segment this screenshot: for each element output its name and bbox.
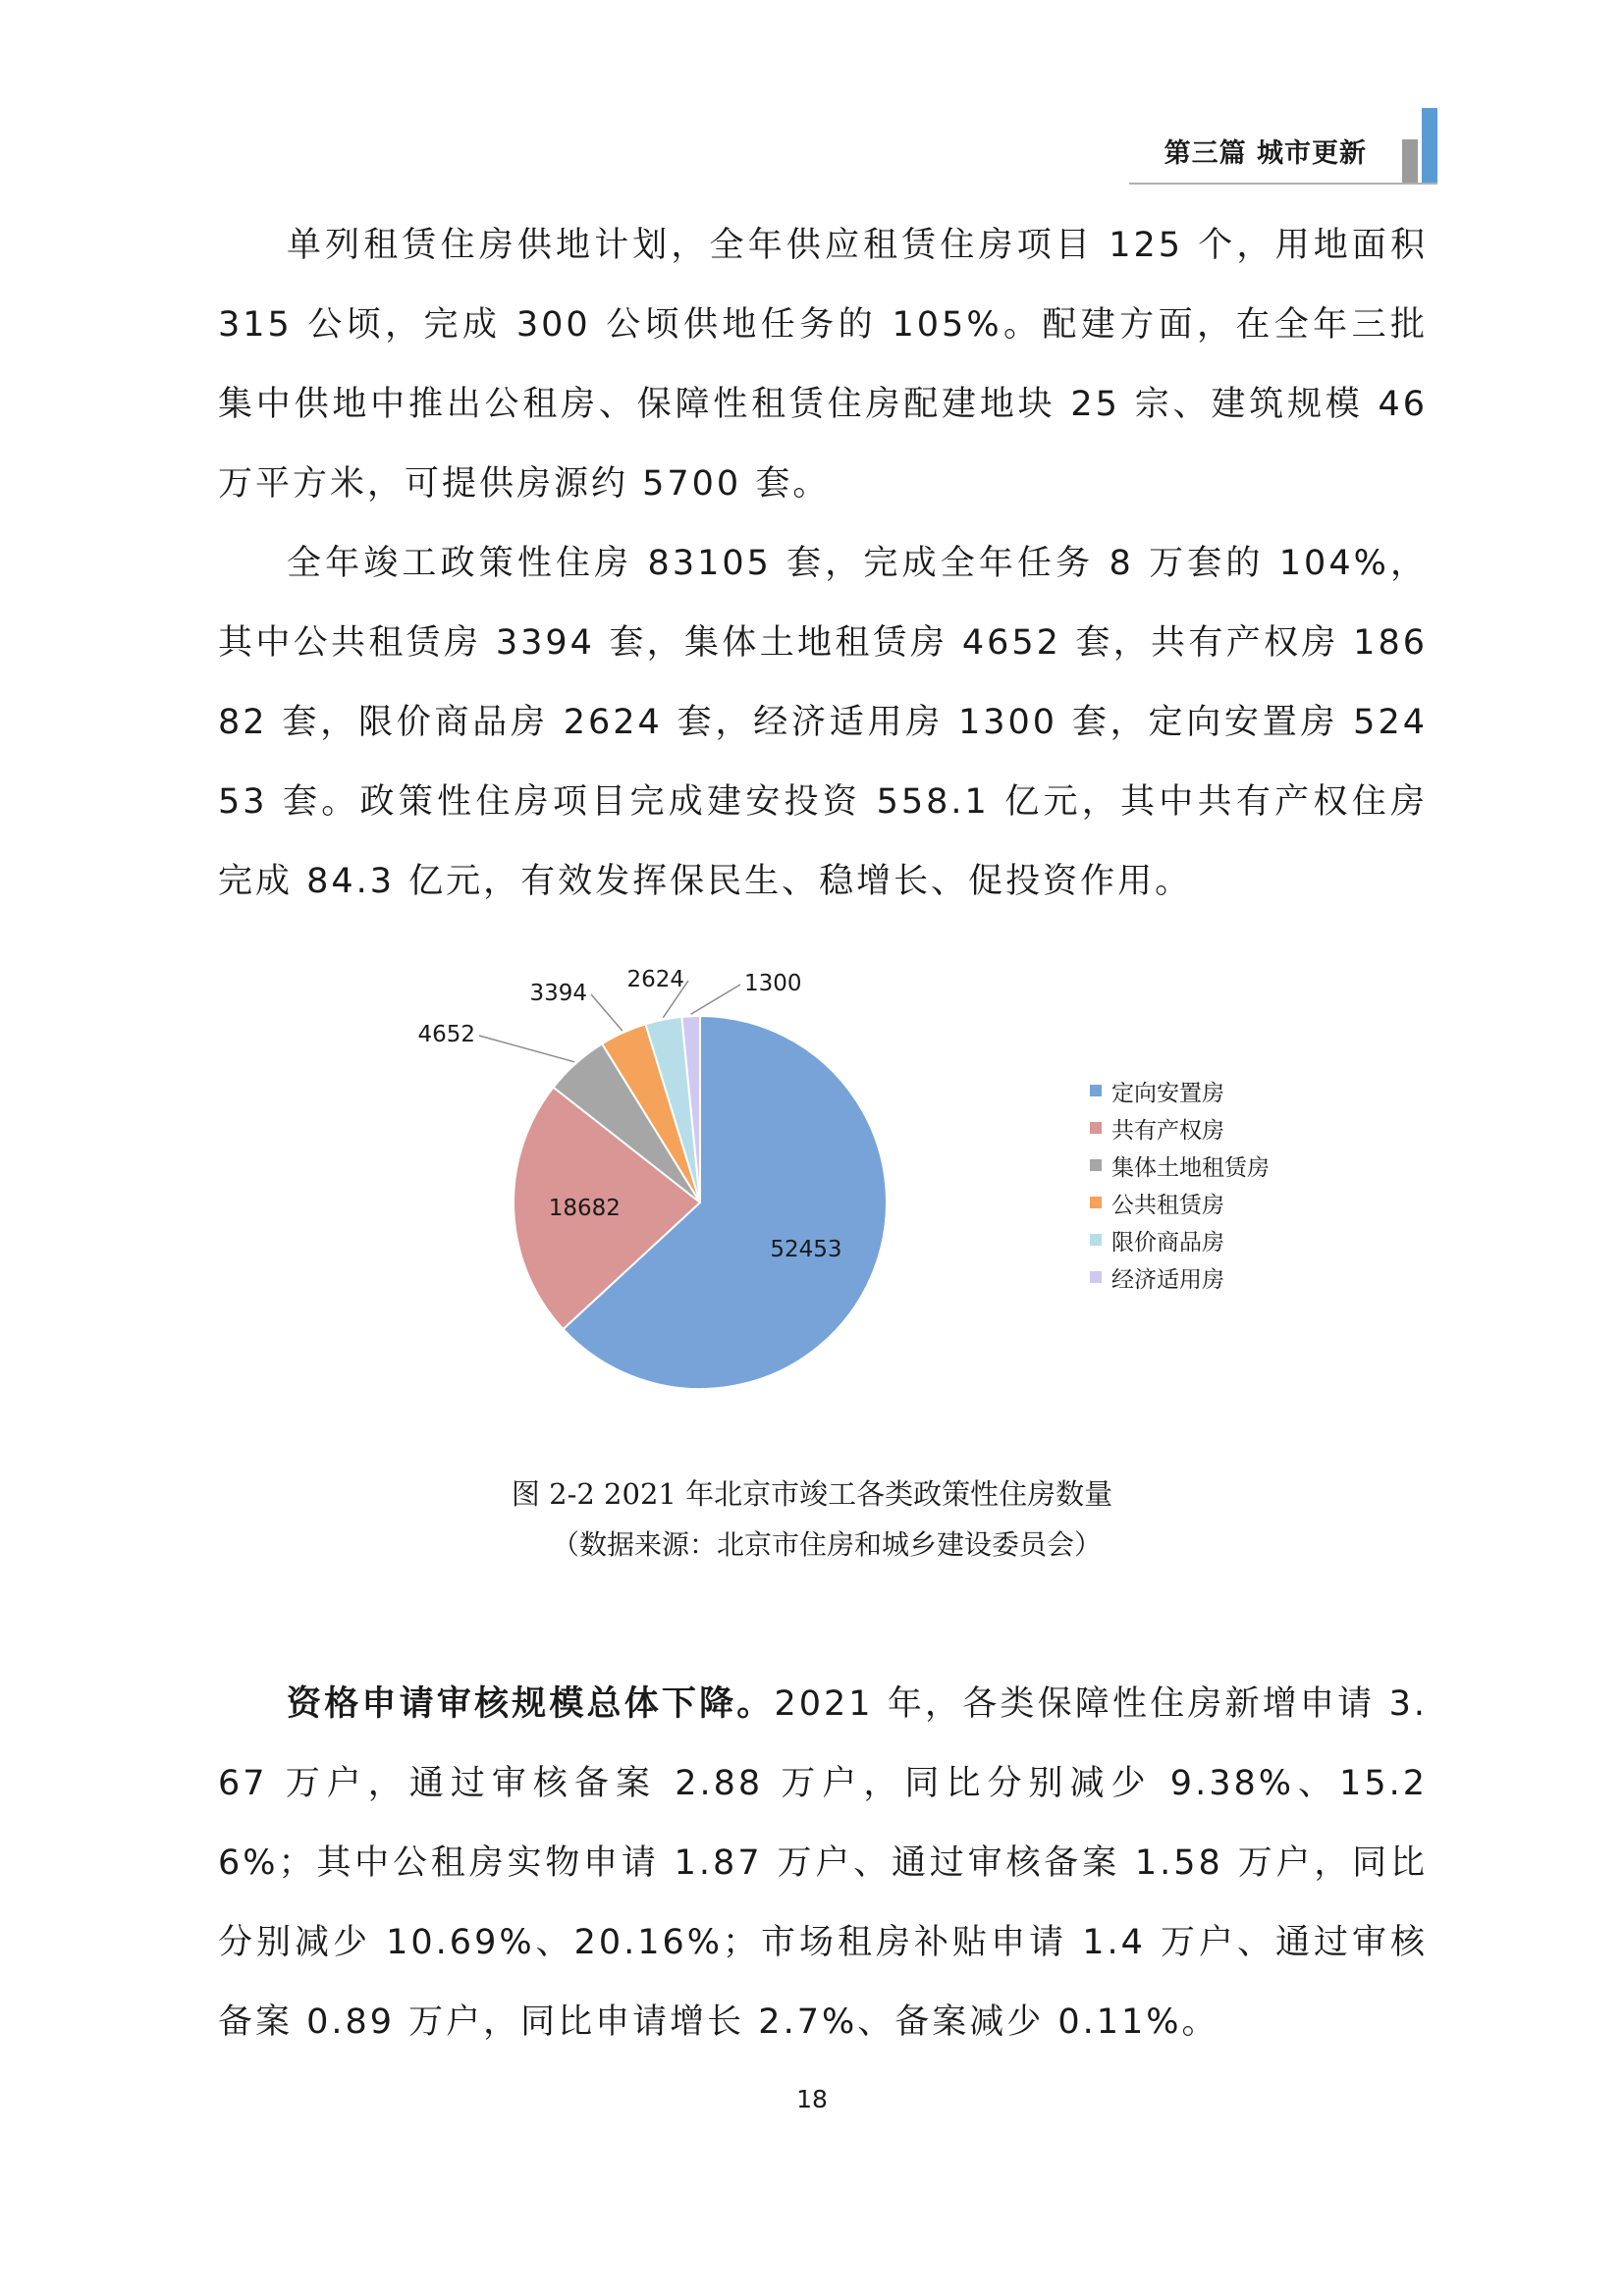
figure-source-note: （数据来源：北京市住房和城乡建设委员会） [551,1528,1102,1561]
pie-chart-svg [0,913,1624,1404]
pie-data-label-1: 52453 [770,1237,842,1263]
legend-label: 共有产权房 [1111,1117,1224,1144]
paragraph-lead-heading: 资格申请审核规模总体下降。 [287,1684,775,1724]
pie-data-label-2: 18682 [548,1195,621,1221]
legend-swatch [1090,1271,1102,1283]
section-header-title: 第三篇 城市更新 [1164,138,1367,169]
header-decoration-blue-bar [1422,108,1437,183]
header-rule [1129,183,1437,185]
legend-item-6 [1090,1258,1270,1296]
legend-swatch [1090,1085,1102,1096]
legend-swatch [1090,1122,1102,1134]
legend-item-2 [1090,1109,1270,1147]
legend-label: 限价商品房 [1111,1229,1224,1255]
pie-data-label-6: 1300 [744,971,802,996]
paragraph-application-review [218,1665,1428,2062]
pie-data-label-3: 4652 [417,1022,475,1047]
legend-item-3 [1090,1147,1270,1184]
pie-leader-line-4 [591,994,623,1031]
legend-label: 经济适用房 [1111,1266,1224,1293]
legend-swatch [1090,1159,1102,1171]
header-decoration-gray-bar [1402,139,1418,183]
page-number: 18 [796,2085,828,2113]
chart-legend [1090,1072,1270,1296]
legend-label: 公共租赁房 [1111,1192,1224,1218]
pie-leader-line-3 [479,1036,574,1062]
legend-label: 定向安置房 [1111,1080,1224,1106]
legend-item-1 [1090,1072,1270,1109]
legend-swatch [1090,1234,1102,1246]
figure-caption: 图 2-2 2021 年北京市竣工各类政策性住房数量 [511,1477,1113,1511]
pie-leader-line-6 [691,985,740,1014]
paragraph-completed-housing: 全年竣工政策性住房 83105 套，完成全年任务 8 万套的 104%，其中公共租赁房 3394 套，集体土地租赁房 4652 套，共有产权房 18682 套，限价商品房 2624 套，经济适用房 1300 套，定向安置房 52453 套。政策性住房项目完成建安投资 558.1 亿元，其中共有产权住房完成 84.3 亿元，有效发挥保民生、稳增长、促投资作用。 [218,544,1428,901]
pie-chart [0,913,1624,1404]
legend-item-4 [1090,1184,1270,1221]
pie-data-label-5: 2624 [626,967,684,992]
legend-swatch [1090,1197,1102,1208]
paragraph-rental-land-supply: 单列租赁住房供地计划，全年供应租赁住房项目 125 个，用地面积 315 公顷，完成 300 公顷供地任务的 105%。配建方面，在全年三批集中供地中推出公租房、保障性租赁住房配建地块 25 宗、建筑规模 46 万平方米，可提供房源约 5700 套。 [218,226,1428,504]
legend-label: 集体土地租赁房 [1111,1154,1270,1181]
legend-item-5 [1090,1221,1270,1258]
paragraph-body: 2021 年，各类保障性住房新增申请 3.67 万户，通过审核备案 2.88 万户，同比分别减少 9.38%、15.26%；其中公租房实物申请 1.87 万户、通过审核备案 1.58 万户，同比分别减少 10.69%、20.16%；市场租房补贴申请 1.4 万户、通过审核备案 0.89 万户，同比申请增长 2.7%、备案减少 0.11%。 [218,1684,1428,2042]
pie-data-label-4: 3394 [529,981,587,1006]
